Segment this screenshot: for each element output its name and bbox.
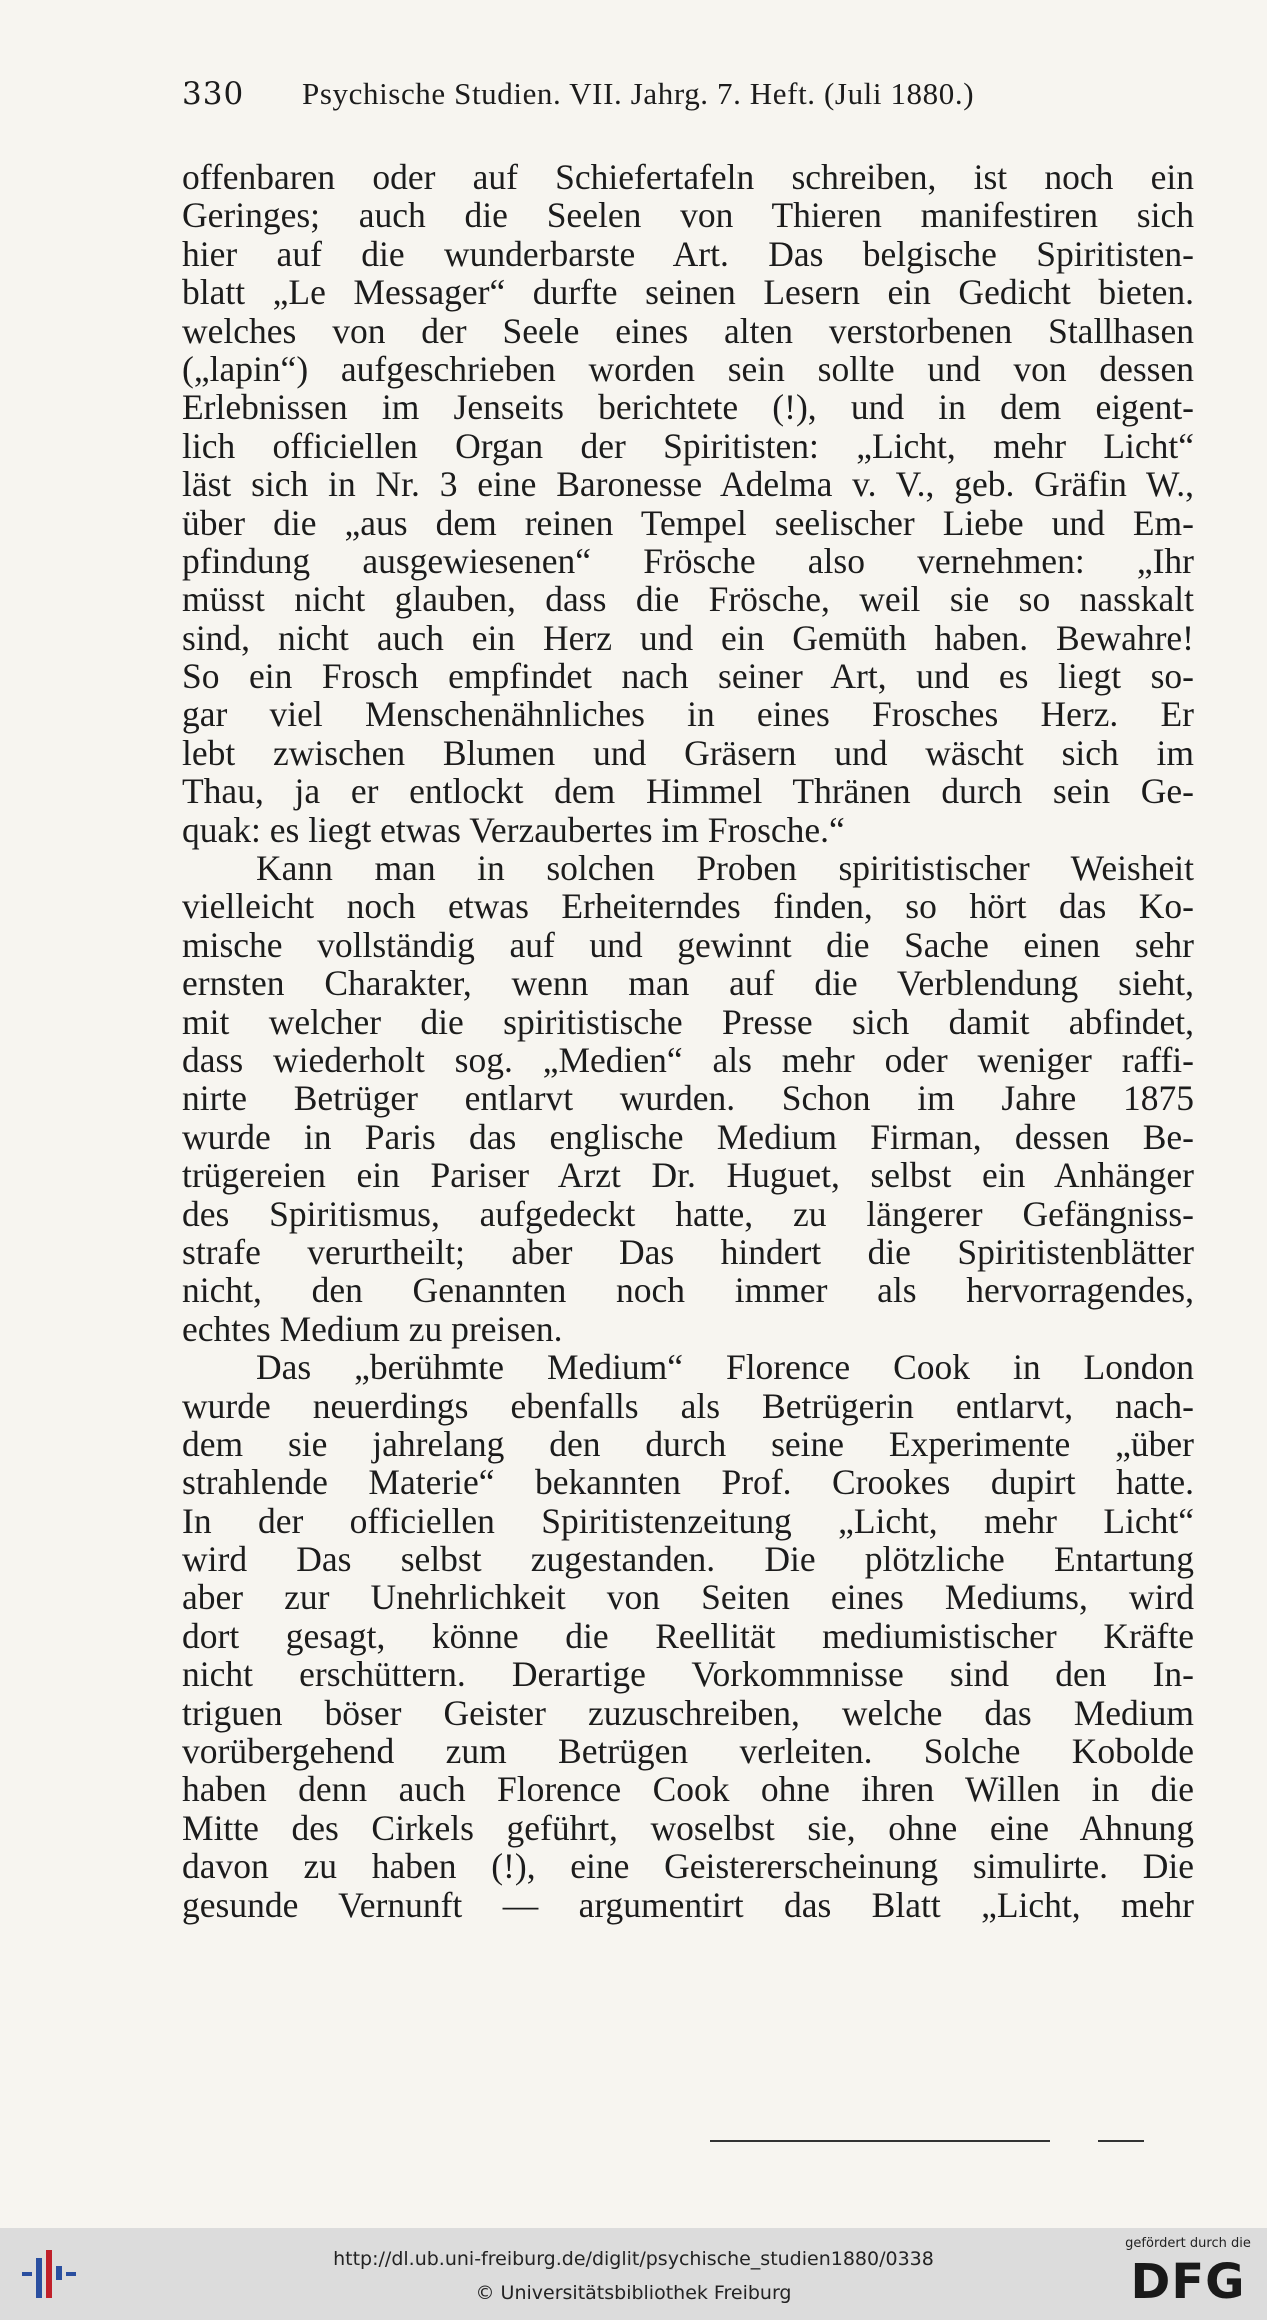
text-line: offenbaren oder auf Schiefertafeln schreiben, ist noch ein [182, 157, 1194, 197]
running-title: Psychische Studien. VII. Jahrg. 7. Heft. (Juli 1880.) [302, 76, 975, 111]
text-line: triguen böser Geister zuzuschreiben, welche das Medium [182, 1692, 1194, 1733]
text-line: In der officiellen Spiritistenzeitung „Licht, mehr Licht“ [182, 1500, 1194, 1541]
text-line: haben denn auch Florence Cook ohne ihren Willen in die [182, 1769, 1194, 1810]
text-line: nicht erschüttern. Derartige Vorkommnisse sind den In- [182, 1654, 1194, 1695]
dfg-tagline: gefördert durch die [1125, 2236, 1251, 2251]
text-line: Das „berühmte Medium“ Florence Cook in London [256, 1347, 1194, 1388]
source-url-link[interactable]: http://dl.ub.uni-freiburg.de/diglit/psychische_studien1880/0338 [333, 2248, 934, 2270]
text-line: hier auf die wunderbarste Art. Das belgische Spiritisten- [182, 233, 1194, 274]
text-line: trügereien ein Pariser Arzt Dr. Huguet, selbst ein Anhänger [182, 1155, 1194, 1196]
body-text [182, 158, 1194, 1924]
text-line: wird Das selbst zugestanden. Die plötzliche Entartung [182, 1539, 1194, 1580]
text-line: Mitte des Cirkels geführt, woselbst sie, ohne eine Ahnung [182, 1807, 1194, 1848]
text-line: nicht, den Genannten noch immer als hervorragendes, [182, 1270, 1194, 1311]
dfg-logo-text: DFG [1130, 2254, 1246, 2310]
text-line: vorübergehend zum Betrügen verleiten. Solche Kobolde [182, 1731, 1194, 1772]
text-line: wurde in Paris das englische Medium Firman, dessen Be- [182, 1116, 1194, 1157]
footnote-rule-short [1098, 2140, 1144, 2142]
text-line: blatt „Le Messager“ durfte seinen Lesern ein Gedicht bieten. [182, 272, 1194, 313]
text-line: über die „aus dem reinen Tempel seelischer Liebe und Em- [182, 502, 1194, 543]
text-line: echtes Medium zu preisen. [182, 1308, 563, 1349]
text-line: („lapin“) aufgeschrieben worden sein sollte und von dessen [182, 348, 1194, 389]
text-line: mische vollständig auf und gewinnt die Sache einen sehr [182, 924, 1194, 965]
viewer-footer [0, 2228, 1267, 2320]
text-line: Geringes; auch die Seelen von Thieren manifestiren sich [182, 195, 1194, 236]
dfg-logo [1118, 2236, 1258, 2316]
text-line: So ein Frosch empfindet nach seiner Art, und es liegt so- [182, 656, 1194, 697]
text-line: wurde neuerdings ebenfalls als Betrügerin entlarvt, nach- [182, 1385, 1194, 1426]
footnote-rule [710, 2140, 1050, 2142]
text-line: Thau, ja er entlockt dem Himmel Thränen durch sein Ge- [182, 771, 1194, 812]
text-line: pfindung ausgewiesenen“ Frösche also vernehmen: „Ihr [182, 540, 1194, 581]
text-line: ernsten Charakter, wenn man auf die Verblendung sieht, [182, 963, 1194, 1004]
text-line: vielleicht noch etwas Erheiterndes finden, so hört das Ko- [182, 886, 1194, 927]
text-line: strafe verurtheilt; aber Das hindert die Spiritistenblätter [182, 1231, 1194, 1272]
page-header [182, 76, 1112, 126]
text-line: gesunde Vernunft — argumentirt das Blatt „Licht, mehr [182, 1884, 1194, 1925]
text-line: Kann man in solchen Proben spiritistischer Weisheit [256, 848, 1194, 889]
text-line: lich officiellen Organ der Spiritisten: „Licht, mehr Licht“ [182, 425, 1194, 466]
text-line: dem sie jahrelang den durch seine Experimente „über [182, 1423, 1194, 1464]
text-line: welches von der Seele eines alten verstorbenen Stallhasen [182, 310, 1194, 351]
text-line: sind, nicht auch ein Herz und ein Gemüth haben. Bewahre! [182, 617, 1194, 658]
text-line: Erlebnissen im Jenseits berichtete (!), und in dem eigent- [182, 387, 1194, 428]
page-number: 330 [182, 76, 245, 112]
text-line: davon zu haben (!), eine Geistererscheinung simulirte. Die [182, 1846, 1194, 1887]
text-line: dass wiederholt sog. „Medien“ als mehr oder weniger raffi- [182, 1039, 1194, 1080]
text-line: mit welcher die spiritistische Presse sich damit abfindet, [182, 1001, 1194, 1042]
text-line: quak: es liegt etwas Verzaubertes im Frosche.“ [182, 809, 845, 850]
text-line: des Spiritismus, aufgedeckt hatte, zu längerer Gefängniss- [182, 1193, 1194, 1234]
text-line: aber zur Unehrlichkeit von Seiten eines Mediums, wird [182, 1577, 1194, 1618]
text-line: müsst nicht glauben, dass die Frösche, weil sie so nasskalt [182, 579, 1194, 620]
text-line: nirte Betrüger entlarvt wurden. Schon im Jahre 1875 [182, 1078, 1194, 1119]
text-line: gar viel Menschenähnliches in eines Frosches Herz. Er [182, 694, 1194, 735]
text-line: dort gesagt, könne die Reellität mediumistischer Kräfte [182, 1615, 1194, 1656]
text-line: strahlende Materie“ bekannten Prof. Crookes dupirt hatte. [182, 1462, 1194, 1503]
copyright-notice: © Universitätsbibliothek Freiburg [475, 2282, 792, 2304]
text-line: lebt zwischen Blumen und Gräsern und wäscht sich im [182, 732, 1194, 773]
text-line: läst sich in Nr. 3 eine Baronesse Adelma v. V., geb. Gräfin W., [182, 464, 1194, 505]
